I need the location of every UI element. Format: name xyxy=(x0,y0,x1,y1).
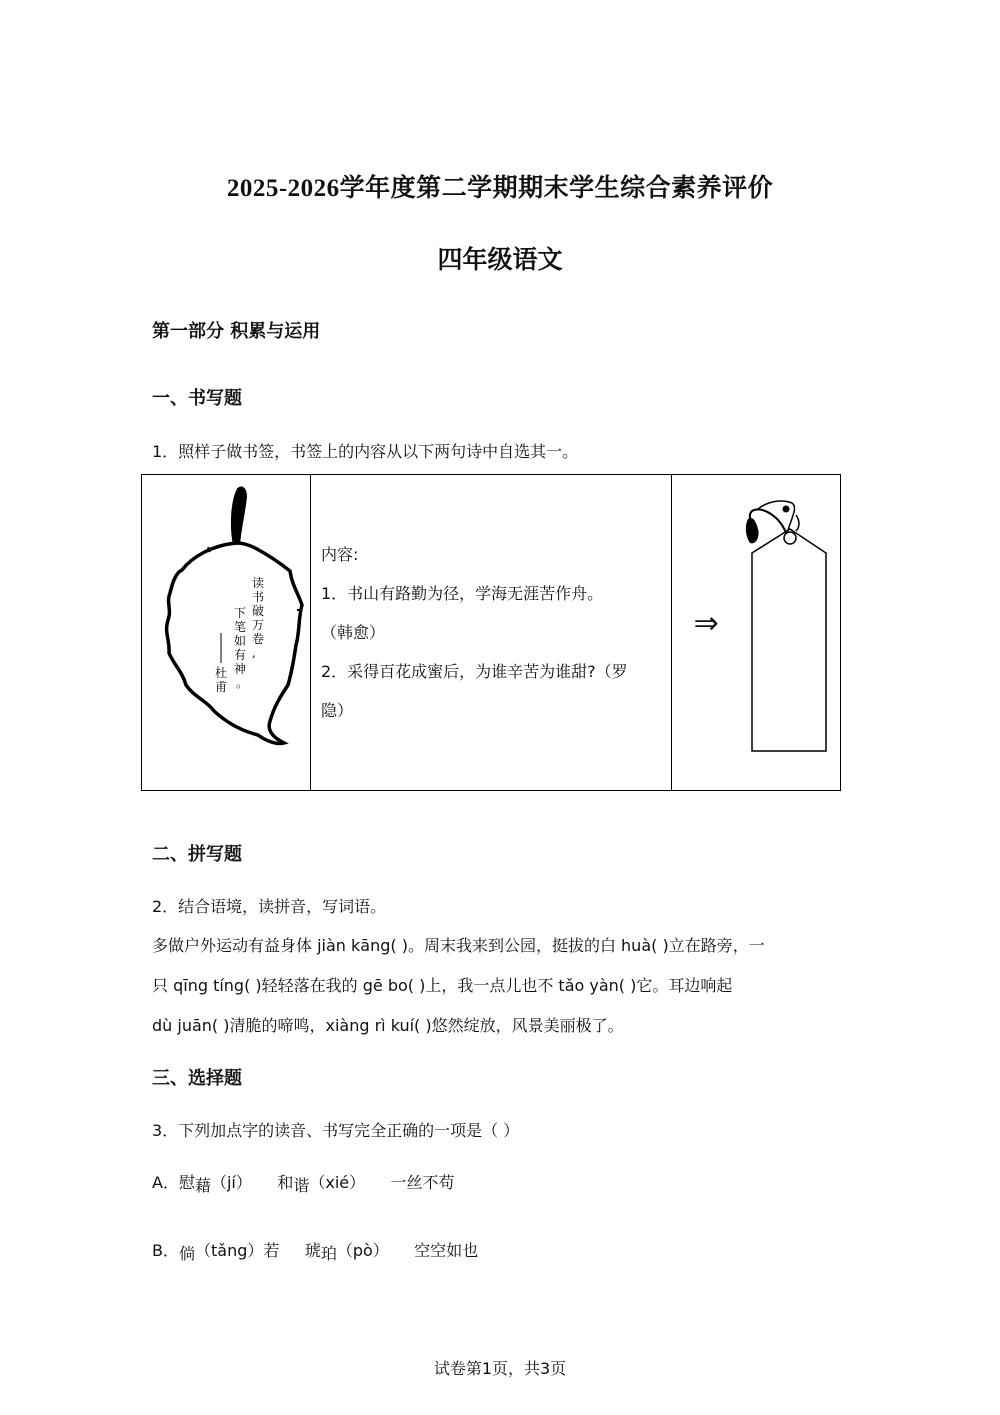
blank-bookmark-cell[interactable] xyxy=(671,475,840,791)
part1-heading: 第一部分 积累与运用 xyxy=(152,321,321,342)
pinyin-line-1: 多做户外运动有益身体 jiàn kāng( )。周末我来到公园，挺拔的白 huà( )立在路旁，一 xyxy=(152,936,765,955)
option-a[interactable]: A．慰藉（jí） 和谐（xié） 一丝不苟 xyxy=(152,1173,455,1195)
leaf-poem-line1: 读书破万卷, xyxy=(252,576,265,660)
dotted-char: 倘 xyxy=(178,1244,195,1263)
exam-title: 2025-2026学年度第二学期期末学生综合素养评价 xyxy=(226,175,774,202)
page-footer: 试卷第1页，共3页 xyxy=(433,1359,567,1378)
poem-option-1-author: （韩愈） xyxy=(321,623,386,642)
poem-option-2: 2．采得百花成蜜后，为谁辛苦为谁甜?（罗 xyxy=(321,662,628,681)
question-2: 2．结合语境，读拼音，写词语。 xyxy=(152,897,387,916)
question-3: 3．下列加点字的读音、书写完全正确的一项是（ ） xyxy=(152,1121,520,1140)
dotted-char: 谐 xyxy=(293,1176,310,1195)
arrow-icon: ⇒ xyxy=(693,606,719,641)
option-b[interactable]: B．倘（tǎng）若 琥珀（pò） 空空如也 xyxy=(152,1241,479,1263)
leaf-poem-line2: 下笔如有神。 xyxy=(234,606,249,690)
content-label: 内容: xyxy=(321,545,359,564)
exam-subtitle: 四年级语文 xyxy=(437,245,563,274)
section3-heading: 三、选择题 xyxy=(152,1068,242,1089)
leaf-poem-author: 杜甫 xyxy=(215,666,228,694)
pinyin-line-2: 只 qīng tíng( )轻轻落在我的 gē bo( )上，我一点儿也不 tǎo yàn( )它。耳边响起 xyxy=(152,976,733,995)
dotted-char: 珀 xyxy=(320,1244,337,1263)
question-1: 1．照样子做书签，书签上的内容从以下两句诗中自选其一。 xyxy=(152,442,579,461)
leaf-bookmark-illustration xyxy=(142,475,310,786)
section1-heading: 一、书写题 xyxy=(152,388,242,409)
bookmark-table xyxy=(141,474,841,791)
section2-heading: 二、拼写题 xyxy=(152,844,242,865)
poem-option-2-author: 隐） xyxy=(321,701,354,720)
blank-bookmark-illustration xyxy=(742,497,837,757)
poem-option-1: 1．书山有路勤为径，学海无涯苦作舟。 xyxy=(321,584,604,603)
dotted-char: 藉 xyxy=(194,1176,211,1195)
leaf-example-cell xyxy=(142,475,311,791)
pinyin-line-3: dù juān( )清脆的啼鸣，xiàng rì kuí( )悠然绽放，风景美丽极了。 xyxy=(152,1016,624,1035)
content-cell xyxy=(311,475,672,791)
